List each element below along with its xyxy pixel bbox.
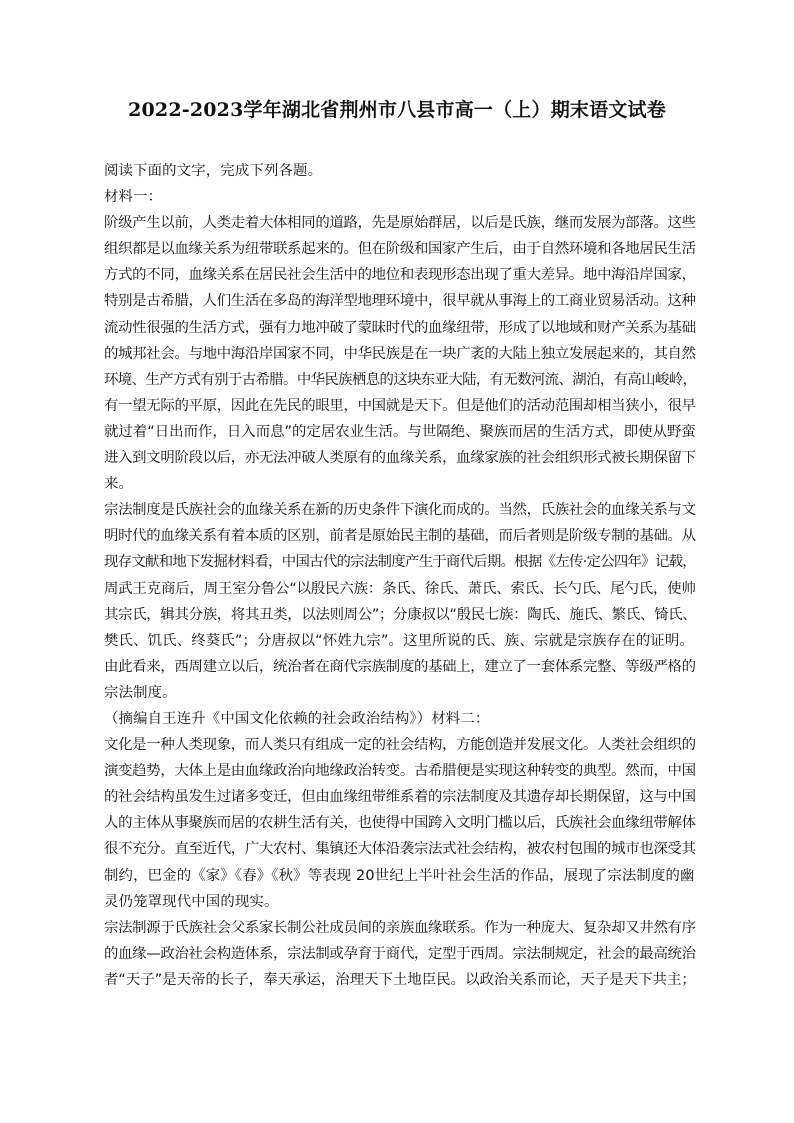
text-line: 就过着“日出而作，日入而息”的定居农业生活。与世隔绝、聚族而居的生活方式，即使从野蛮 [104, 423, 696, 440]
text-line: 组织都是以血缘关系为纽带联系起来的。但在阶级和国家产生后，由于自然环境和各地居民生活 [104, 241, 696, 258]
document-title: 2022-2023学年湖北省荆州市八县市高一（上）期末语文试卷 [128, 99, 666, 121]
text-line: 者“天子”是天帝的长子，奉天承运，治理天下土地臣民。以政治关系而论，天子是天下共主； [104, 971, 696, 988]
text-line: 方式的不同，血缘关系在居民社会生活中的地位和表现形态出现了重大差异。地中海沿岸国家， [104, 267, 696, 284]
text-line: 宗法制源于氏族社会父系家长制公社成员间的亲族血缘联系。作为一种庞大、复杂却又井然有序 [104, 919, 696, 936]
text-line: （摘编自王连升《中国文化依赖的社会政治结构》）材料二： [104, 710, 490, 727]
text-line: 的城邦社会。与地中海沿岸国家不同，中华民族是在一块广袤的大陆上独立发展起来的，其自然 [104, 345, 696, 362]
text-line: 演变趋势，大体上是由血缘政治向地缘政治转变。古希腊便是实现这种转变的典型。然而，中国 [104, 763, 696, 780]
text-line: 进入到文明阶段以后，亦无法冲破人类原有的血缘关系，血缘家族的社会组织形式被长期保留下 [104, 450, 696, 467]
text-line: 由此看来，西周建立以后，统治者在商代宗族制度的基础上，建立了一套体系完整、等级严格的 [104, 658, 696, 675]
text-line: 宗法制度是氏族社会的血缘关系在新的历史条件下演化而成的。当然，氏族社会的血缘关系与文 [104, 502, 696, 519]
text-line: 周武王克商后，周王室分鲁公“以殷民六族：条氏、徐氏、萧氏、索氏、长勺氏、尾勺氏，使帅 [104, 580, 696, 597]
text-line: 的社会结构虽发生过诸多变迁，但由血缘纽带维系着的宗法制度及其遗存却长期保留，这与中国 [104, 789, 696, 806]
text-line: 有一望无际的平原，因此在先民的眼里，中国就是天下。但是他们的活动范围却相当狭小，很早 [104, 397, 696, 414]
text-line: 阅读下面的文字，完成下列各题。 [104, 163, 323, 179]
text-line: 环境、生产方式有别于古希腊。中华民族栖息的这块东亚大陆，有无数河流、湖泊，有高山峻岭， [104, 371, 697, 388]
text-line: 特别是古希腊，人们生活在多岛的海洋型地理环境中，很早就从事海上的工商业贸易活动。这种 [104, 293, 696, 310]
text-line: 樊氏、饥氏、终葵氏”；分唐叔以“怀姓九宗”。这里所说的氏、族、宗就是宗族存在的证明。 [104, 632, 694, 649]
text-line: 宗法制度。 [104, 684, 177, 701]
text-line: 文化是一种人类现象，而人类只有组成一定的社会结构，方能创造并发展文化。人类社会组织的 [104, 737, 696, 754]
text-line: 人的主体从事聚族而居的农耕生活有关，也使得中国跨入文明门槛以后，氏族社会血缘纽带解体 [104, 815, 696, 832]
text-line: 现存文献和地下发掘材料看，中国古代的宗法制度产生于商代后期。根据《左传·定公四年》记载， [104, 554, 696, 571]
document-body [104, 158, 697, 993]
text-line: 其宗氏，辑其分族，将其丑类，以法则周公”；分康叔以“殷民七族：陶氏、施氏、繁氏、锜氏、 [104, 606, 697, 623]
text-line: 明时代的血缘关系有着本质的区别，前者是原始民主制的基础，而后者则是阶级专制的基础。从 [104, 528, 696, 545]
text-line: 灵仍笼罩现代中国的现实。 [104, 893, 279, 910]
text-line: 来。 [104, 476, 134, 493]
text-line: 制约，巴金的《家》《春》《秋》等表现 20世纪上半叶社会生活的作品，展现了宗法制度的幽 [104, 867, 695, 884]
text-line: 材料一： [104, 189, 163, 206]
text-line: 阶级产生以前，人类走着大体相同的道路，先是原始群居，以后是氏族，继而发展为部落。这些 [104, 215, 696, 232]
text-line: 很不充分。直至近代，广大农村、集镇还大体沿袭宗法式社会结构，被农村包围的城市也深受其 [104, 841, 696, 858]
text-line: 的血缘—政治社会构造体系，宗法制或孕育于商代，定型于西周。宗法制规定，社会的最高统治 [104, 945, 696, 962]
text-line: 流动性很强的生活方式，强有力地冲破了蒙昧时代的血缘纽带，形成了以地域和财产关系为基础 [104, 319, 696, 336]
